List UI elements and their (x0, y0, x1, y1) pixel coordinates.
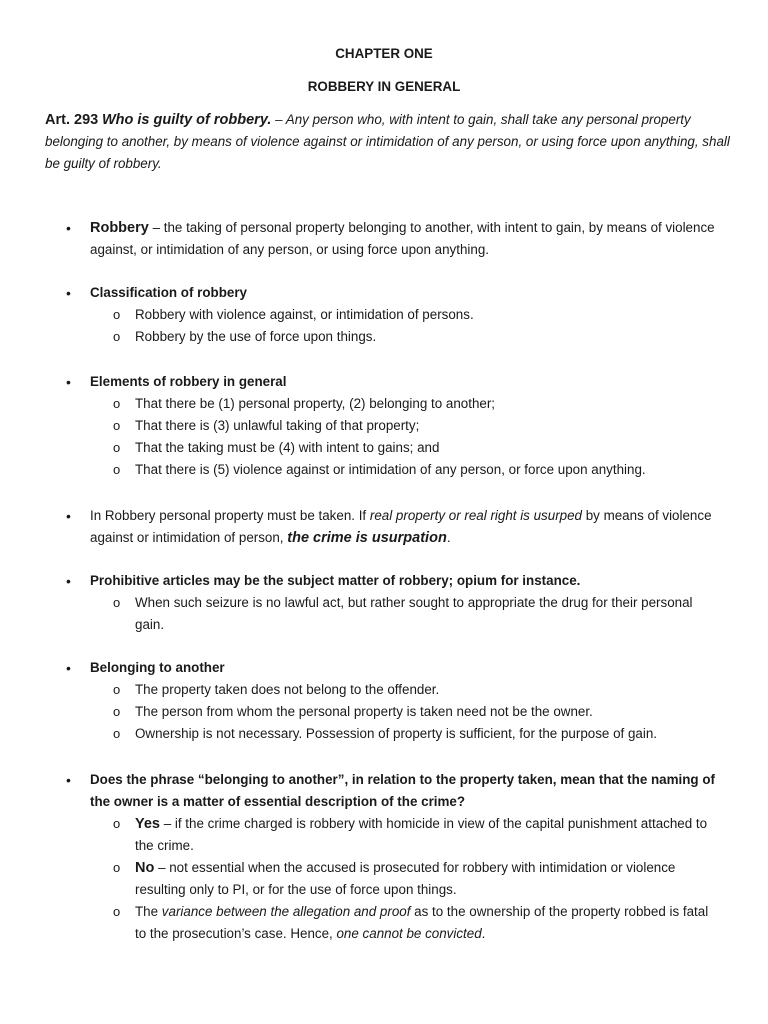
sub-bullet-icon: o (113, 860, 121, 875)
bullet-icon: • (66, 508, 71, 524)
classification-section (0, 282, 768, 348)
usurpation-text: by means of violence against or intimidation of person, (90, 508, 712, 545)
element-item: That there is (5) violence against or intimidation of any person, or force upon anything. (135, 462, 646, 477)
robbery-definition (0, 217, 768, 261)
article-number: Art. 293 (45, 112, 99, 128)
bullet-icon: • (66, 772, 71, 788)
no-text: – not essential when the accused is prosecuted for robbery with intimidation or violence resulting only to PI, or for the use of force upon things. (135, 860, 676, 897)
variance-text: The (135, 904, 162, 919)
belonging-heading: Belonging to another (90, 660, 225, 675)
sub-bullet-icon: o (113, 440, 121, 455)
sub-bullet-icon: o (113, 307, 121, 322)
element-item: That the taking must be (4) with intent to gains; and (135, 440, 440, 455)
usurpation-paragraph (0, 505, 768, 549)
belonging-item: The property taken does not belong to the offender. (135, 682, 440, 697)
elements-heading: Elements of robbery in general (90, 374, 287, 389)
belonging-section (0, 657, 768, 745)
usurpation-end: . (446, 530, 451, 545)
belonging-item: The person from whom the personal property is taken need not be the owner. (135, 704, 593, 719)
sub-bullet-icon: o (113, 462, 121, 477)
article-heading: Who is guilty of robbery. (101, 112, 272, 128)
robbery-term: Robbery (90, 220, 149, 236)
no-term: No (135, 860, 155, 876)
bullet-icon: • (66, 285, 71, 301)
classification-item: Robbery by the use of force upon things. (135, 329, 377, 344)
element-item: That there be (1) personal property, (2) belonging to another; (135, 396, 496, 411)
sub-bullet-icon: o (113, 595, 121, 610)
bullet-icon: • (66, 374, 71, 390)
usurpation-conclusion: the crime is usurpation (287, 530, 447, 546)
bullet-icon: • (66, 573, 71, 589)
element-item: That there is (3) unlawful taking of that property; (135, 418, 420, 433)
chapter-title: CHAPTER ONE (335, 46, 433, 61)
variance-end: . (481, 926, 486, 941)
usurpation-text: In Robbery personal property must be taken. If (90, 508, 370, 523)
prohibited-item: When such seizure is no lawful act, but rather sought to appropriate the drug for their personal gain. (135, 595, 693, 632)
robbery-def-text: – the taking of personal property belonging to another, with intent to gain, by means of violence against, or intimidation of any person, or using force upon anything. (90, 220, 715, 257)
sub-bullet-icon: o (113, 726, 121, 741)
question-heading: Does the phrase “belonging to another”, in relation to the property taken, mean that the naming of the owner is a matter of essential description of the crime? (90, 772, 715, 809)
yes-term: Yes (135, 816, 160, 832)
usurpation-italic: real property or real right is usurped (369, 508, 582, 523)
variance-conclusion: one cannot be convicted (336, 926, 482, 941)
classification-item: Robbery with violence against, or intimidation of persons. (135, 307, 474, 322)
prohibited-section (0, 570, 768, 636)
bullet-icon: • (66, 220, 71, 236)
sub-bullet-icon: o (113, 682, 121, 697)
sub-bullet-icon: o (113, 329, 121, 344)
section-title: ROBBERY IN GENERAL (307, 79, 461, 94)
variance-italic: variance between the allegation and proof (161, 904, 411, 919)
yes-text: – if the crime charged is robbery with homicide in view of the capital punishment attached to the crime. (135, 816, 708, 853)
article-text: – Any person who, with intent to gain, shall take any personal property belonging to another, by means of violence against or intimidation of any person, or using force upon anything, shall be guilty of robbery. (45, 112, 730, 171)
article-293 (45, 109, 735, 175)
prohibited-heading: Prohibitive articles may be the subject matter of robbery; opium for instance. (90, 573, 581, 588)
sub-bullet-icon: o (113, 704, 121, 719)
sub-bullet-icon: o (113, 904, 121, 919)
classification-heading: Classification of robbery (90, 285, 248, 300)
sub-bullet-icon: o (113, 396, 121, 411)
bullet-icon: • (66, 660, 71, 676)
elements-section (0, 371, 768, 481)
question-section (0, 769, 768, 945)
sub-bullet-icon: o (113, 418, 121, 433)
variance-text: as to the ownership of the property robbed is fatal to the prosecution’s case. Hence, (135, 904, 709, 941)
belonging-item: Ownership is not necessary. Possession of property is sufficient, for the purpose of gain. (135, 726, 658, 741)
sub-bullet-icon: o (113, 816, 121, 831)
